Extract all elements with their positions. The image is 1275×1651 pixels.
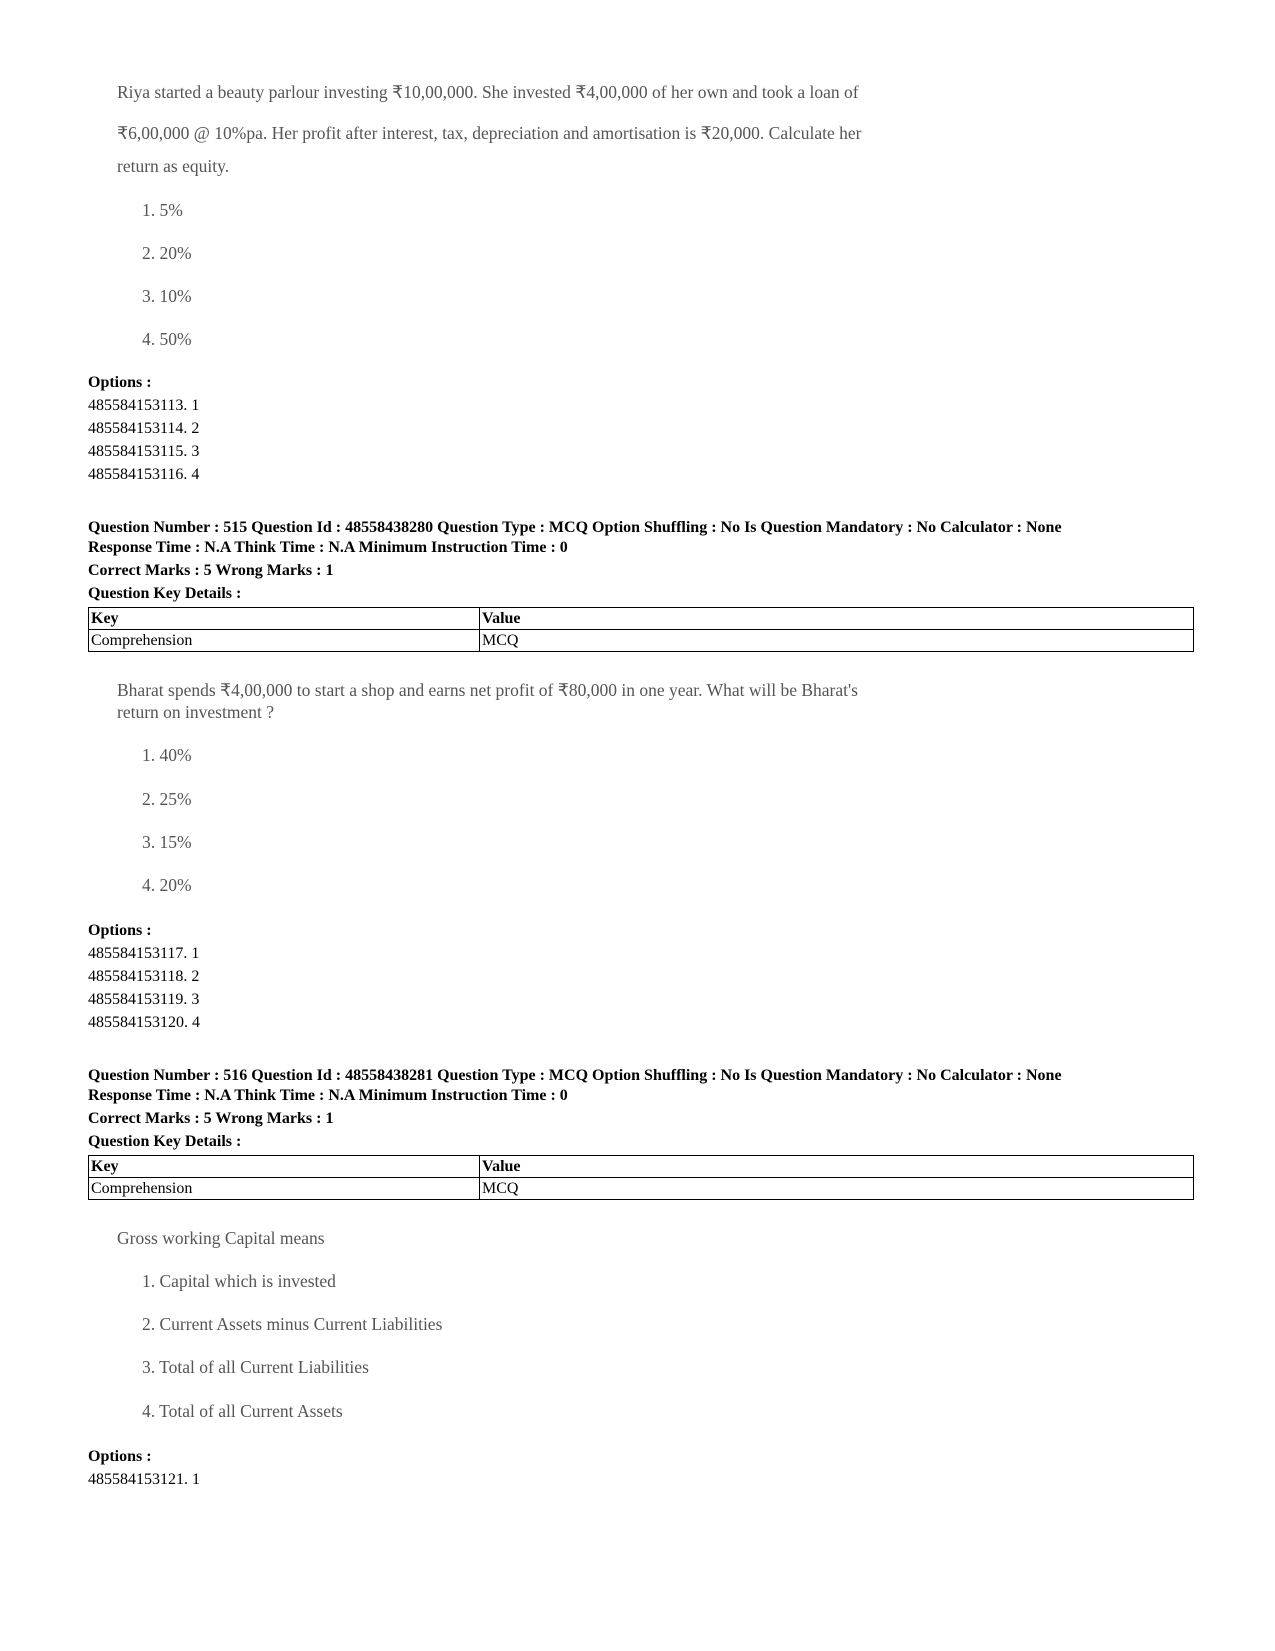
- answer-choice: 1. 5%: [142, 200, 183, 220]
- question-key-table: [88, 607, 1194, 652]
- answer-choice: 3. Total of all Current Liabilities: [142, 1357, 369, 1377]
- option-id: 485584153119. 3: [88, 991, 200, 1008]
- question-stem-line: Bharat spends ₹4,00,000 to start a shop and earns net profit of ₹80,000 in one year. What will be Bharat's: [117, 680, 858, 700]
- option-id: 485584153118. 2: [88, 968, 200, 985]
- question-meta: [88, 518, 1062, 604]
- question-meta: [88, 1066, 1062, 1152]
- answer-choice: 2. Current Assets minus Current Liabilities: [142, 1314, 443, 1334]
- answer-choice: 3. 15%: [142, 832, 192, 852]
- answer-choice: 4. 20%: [142, 875, 192, 895]
- marks-line: Correct Marks : 5 Wrong Marks : 1: [88, 1110, 334, 1127]
- table-row: [89, 1178, 1194, 1200]
- options-block: [88, 373, 199, 485]
- option-id: 485584153116. 4: [88, 466, 200, 483]
- option-id: 485584153113. 1: [88, 397, 200, 414]
- question-key-table: [88, 1155, 1194, 1200]
- answer-choice: 2. 20%: [142, 243, 192, 263]
- answer-choice: 1. Capital which is invested: [142, 1271, 336, 1291]
- option-id: 485584153115. 3: [88, 443, 200, 460]
- marks-line: Correct Marks : 5 Wrong Marks : 1: [88, 562, 334, 579]
- question-meta-line: Response Time : N.A Think Time : N.A Minimum Instruction Time : 0: [88, 539, 568, 556]
- answer-choice: 4. 50%: [142, 329, 192, 349]
- table-cell: MCQ: [480, 630, 1194, 652]
- options-label: Options :: [88, 922, 152, 939]
- key-details-label: Question Key Details :: [88, 1133, 242, 1150]
- option-id: 485584153117. 1: [88, 945, 200, 962]
- table-header-row: [89, 1156, 1194, 1178]
- question-stem-line: Riya started a beauty parlour investing ₹10,00,000. She invested ₹4,00,000 of her own and took a loan of: [117, 82, 859, 102]
- option-id: 485584153121. 1: [88, 1471, 200, 1488]
- question-stem-line: ₹6,00,000 @ 10%pa. Her profit after interest, tax, depreciation and amortisation is ₹20,000. Calculate her: [117, 123, 862, 143]
- question-meta-line: Question Number : 515 Question Id : 48558438280 Question Type : MCQ Option Shuffling : No Is Question Mandatory : No Calculator : None: [88, 519, 1062, 536]
- answer-choice: 3. 10%: [142, 286, 192, 306]
- key-details-label: Question Key Details :: [88, 585, 242, 602]
- answer-choice: 4. Total of all Current Assets: [142, 1401, 343, 1421]
- question-stem-line: return on investment ?: [117, 702, 274, 722]
- question-stem-line: return as equity.: [117, 156, 230, 176]
- option-id: 485584153120. 4: [88, 1014, 200, 1031]
- options-block: [88, 1447, 200, 1490]
- table-cell: MCQ: [480, 1178, 1194, 1200]
- table-header-cell: Value: [480, 1156, 1194, 1178]
- option-id: 485584153114. 2: [88, 420, 200, 437]
- table-row: [89, 630, 1194, 652]
- question-meta-line: Question Number : 516 Question Id : 48558438281 Question Type : MCQ Option Shuffling : No Is Question Mandatory : No Calculator : None: [88, 1067, 1062, 1084]
- options-label: Options :: [88, 374, 152, 391]
- question-meta-line: Response Time : N.A Think Time : N.A Minimum Instruction Time : 0: [88, 1087, 568, 1104]
- table-header-row: [89, 608, 1194, 630]
- options-block: [88, 921, 200, 1033]
- table-cell: Comprehension: [89, 630, 480, 652]
- answer-choice: 1. 40%: [142, 745, 192, 765]
- table-header-cell: Value: [480, 608, 1194, 630]
- table-header-cell: Key: [89, 608, 480, 630]
- table-header-cell: Key: [89, 1156, 480, 1178]
- question-stem-line: Gross working Capital means: [117, 1228, 325, 1248]
- answer-choice: 2. 25%: [142, 789, 192, 809]
- options-label: Options :: [88, 1448, 152, 1465]
- table-cell: Comprehension: [89, 1178, 480, 1200]
